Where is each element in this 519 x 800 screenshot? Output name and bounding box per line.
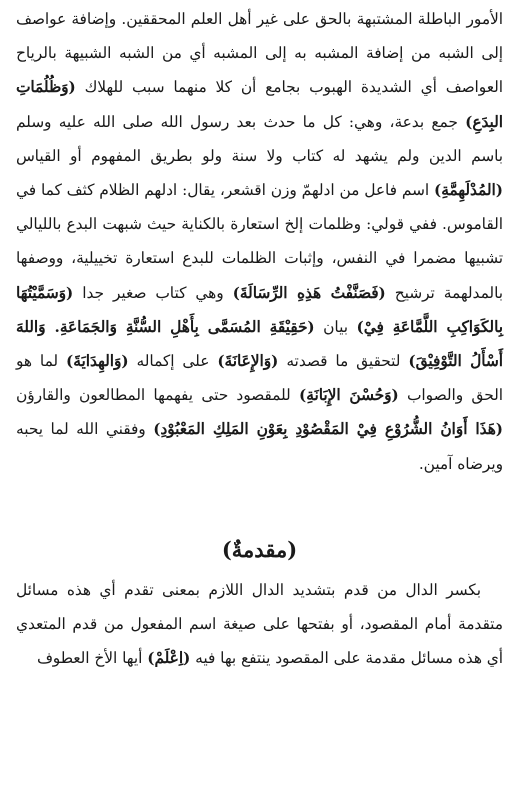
bold-term: (حَقِيْقَةِ المُسَمَّى بِأَهْلِ السُّنَّةِ وَالجَمَاعَةِ. وَاللهَ أَسْأَلُ التَّوْفِيْقَ) [16, 317, 503, 371]
section-heading: (مقدمةٌ) [221, 536, 298, 562]
text-run: وهي كتاب صغير جدا [73, 283, 233, 302]
bold-term: (وَسَمَّيْتُهَا بِالكَوَاكِبِ اللَّمَّاعَةِ فِيْ) [16, 283, 503, 336]
body-paragraph-1 [16, 2, 503, 481]
text-run: للمقصود حتى يفهمها المطالعون والقارؤن [16, 386, 300, 405]
text-run: اسم فاعل من ادلهمّ وزن اقشعر، يقال: ادلهم الظلام كثف كما في القاموس. ففي قولي: وظلمات إلخ استعارة بالكناية حيث شبهت البدع بالليالي تشبيها مضمرا في النفس، وإثبات الظلمات للبدع استعارة تخييلية، ووصفها بالمدلهمة ترشيح [16, 181, 503, 302]
text-run: وفقني الله لما يحبه ويرضاه آمين. [16, 420, 503, 473]
text-run: لما هو الحق والصواب [16, 352, 503, 405]
text-run: على إكماله [128, 352, 218, 371]
bold-term: (المُدْلَهِمَّةِ) [433, 181, 503, 200]
text-run: الأمور الباطلة المشتبهة بالحق على غير أهل العلم المحققين. وإضافة عواصف إلى الشبه من إضافة المشبه به إلى المشبه أي من الشبه الشبيهة بالرياح العواصف أي الشديدة الهبوب بجامع أن كلا منهما سبب للهلاك [16, 10, 503, 97]
bold-term: (وَالهِدَايَةَ) [66, 352, 129, 371]
bold-term: (وَالإِعَانَةَ) [217, 352, 279, 371]
body-paragraph-2 [16, 573, 503, 676]
bold-term: (وَحُسْنَ الإِبَانَةِ) [299, 386, 399, 405]
bold-term: (هَذَا أَوَانُ الشُّرُوْعِ فِيْ المَقْصُوْدِ بِعَوْنِ المَلِكِ المَعْبُوْدِ) [153, 420, 504, 439]
bold-term: (وَظُلُمَاتِ البِدَعِ) [16, 78, 503, 131]
bold-term: (فَصَنَّفْتُ هَذِهِ الرِّسَالَةَ) [232, 283, 386, 302]
text-run: جمع بدعة، وهي: كل ما حدث بعد رسول الله صلى الله عليه وسلم باسم الدين ولم يشهد له كتاب ولا سنة ولو بطريق المفهوم أو القياس [16, 112, 503, 165]
text-run: بكسر الدال من قدم بتشديد الدال اللازم بمعنى تقدم أي هذه مسائل متقدمة أمام المقصود، أو بفتحها على صيغة اسم المفعول من قدم المتعدي أي هذه مسائل مقدمة على المقصود ينتفع بها فيه [16, 580, 503, 668]
text-run: بيان [314, 317, 357, 336]
bold-term: (اِعْلَمْ) [147, 649, 191, 668]
text-run: أيها الأخ العطوف [36, 649, 148, 668]
text-run: لتحقيق ما قصدته [278, 352, 409, 371]
